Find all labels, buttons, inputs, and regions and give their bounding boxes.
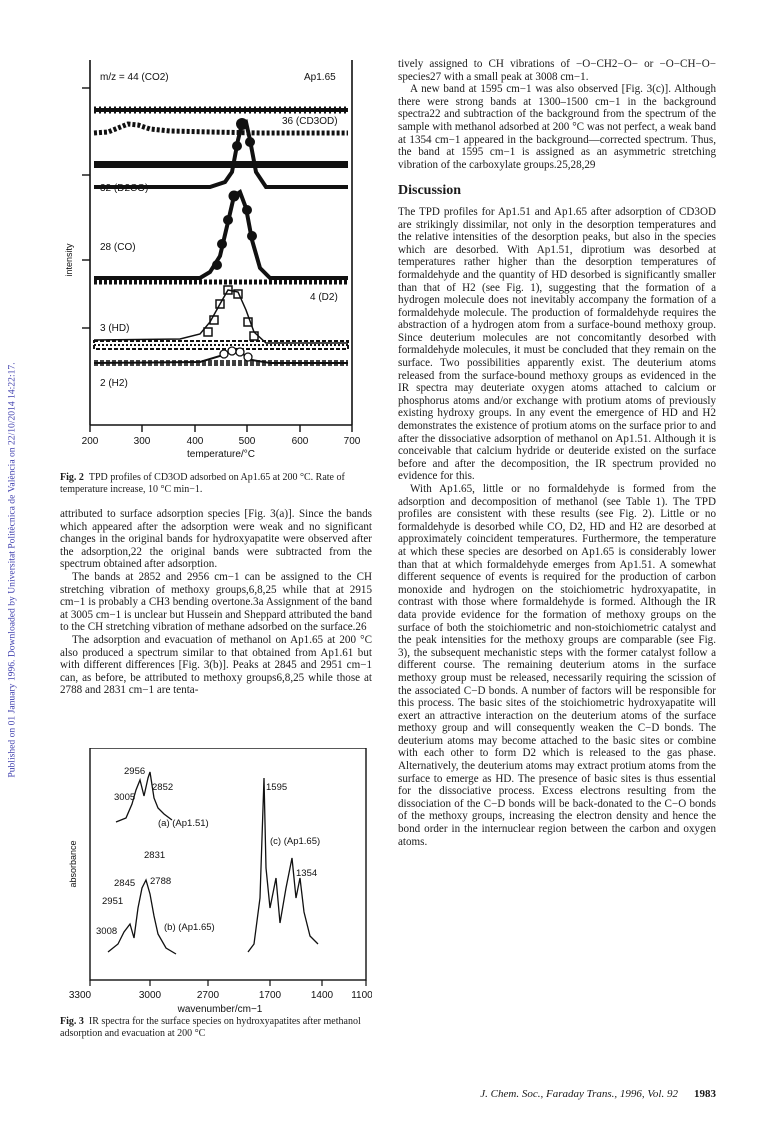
series-baseline-band <box>94 161 348 168</box>
download-notice: Published on 01 January 1996. Downloaded by Universitat Politècnica de València on 22/10/2014 14:22:17. <box>6 362 18 778</box>
label-co: 28 (CO) <box>100 242 136 253</box>
fig3-xlabel: wavenumber/cm−1 <box>177 1004 263 1015</box>
svg-text:500: 500 <box>238 436 256 447</box>
left-column-text: attributed to surface adsorption species [Fig. 3(a)]. Since the bands which appeared after the adsorption were weak and no significant changes in the original bands for hydroxyapatite were observed after the adsorption,22 the original bands were subtracted from the spectrum obtained after adsorption. The bands at 2852 and 2956 cm−1 can be assigned to the CH stretching vibration of methoxy groups,6,8,25 while that at 2915 cm−1 is probably a CH3 bending overtone.3a Assignment of the band at 3005 cm−1 is unclear but Hussein and Sheppard attributed the band to the CH stretching vibration of methane adsorbed on the surface.26 The adsorption and evacuation of methanol on Ap1.65 at 200 °C also produced a spectrum similar to that obtained from Ap1.61 but with different differences [Fig. 3(b)]. Peaks at 2845 and 2951 cm−1 can, as before, be attributed to methoxy groups6,8,25 while those at 2788 and 2831 cm−1 are tenta- <box>60 508 372 697</box>
peak-3008: 3008 <box>96 926 118 937</box>
fig3-caption: Fig. 3 IR spectra for the surface species on hydroxyapatites after methanol adsorption and evacuation at 200 °C <box>60 1016 361 1039</box>
fig3-ticklabels <box>69 990 372 1001</box>
fig2-ylabel: intensity <box>64 243 74 277</box>
fig3-ylabel: absorbance <box>68 840 78 888</box>
page-footer: J. Chem. Soc., Faraday Trans., 1996, Vol. 92 1983 <box>480 1088 716 1100</box>
label-c-ap165: (c) (Ap1.65) <box>270 836 321 847</box>
fig2-caption: Fig. 2 TPD profiles of CD3OD adsorbed on Ap1.65 at 200 °C. Rate of temperature increase, 10 °C min−1. <box>60 472 345 495</box>
label-b-ap165: (b) (Ap1.65) <box>164 922 215 933</box>
label-hd: 3 (HD) <box>100 323 130 334</box>
section-heading: Discussion <box>398 183 462 199</box>
svg-text:300: 300 <box>133 436 151 447</box>
series-hd <box>94 341 348 349</box>
peak-2788: 2788 <box>150 876 172 887</box>
fig2-ticklabels <box>82 436 361 447</box>
right-column-text: tively assigned to CH vibrations of −O−CH2−O− or −O−CH−O− species27 with a small peak at 3008 cm−1. A new band at 1595 cm−1 was also observed [Fig. 3(c)]. Although there were strong bands at 1300–1500 cm−1 in the background spectra22 and subtraction of the background from the spectrum of the sample with methanol adsorbed at 200 °C was not perfect, a weak band at 1354 cm−1 appeared in the background—corrected spectrum. Thus, the band at 1595 cm−1 is assigned as an asymmetric stretching vibration of the carboxylate groups.25,28,29 Discussion The TPD profiles for Ap1.51 and Ap1.65 after adsorption of CD3OD are strikingly dissimilar, not only in the desorption temperatures and the relative intensities of the desorption peaks, but also in the species which are desorbed. With Ap1.51, diprotium was desorbed at temperatures rather higher than the desorption temperatures of formaldehyde and the quantity of HD desorbed is significantly smaller than that of H2 (see Fig. 1), suggesting that the formation of a hydrogen molecule does not inevitably accompany the formation of a formaldehyde molecule. The production of formaldehyde requires the abstraction of a hydrogen atom from a surface-bound methoxy group. Since deuterium molecules are not concomitantly desorbed with formaldehyde molecules, it must be concluded that they remain on the surface. Two possibilities apparently exist. The deuterium atoms released from the surface-bound methoxy groups as evidenced in the IR spectra may deuteriate oxygen atoms attached to calcium or phosphorus atoms and/or exchange with protium atoms of previously existing hydroxy groups. In any event the emergence of HD and H2 demonstrates the existence of protium atoms on the surface prior to and after the dissociative adsorption of methanol on Ap1.51. Although it is conceivable that calcium hydride or deuteride existed on the surface before and after the decomposition, the IR spectrum provided no evidence for this. With Ap1.65, little or no formaldehyde is formed from the adsorption and decomposition of methanol (see Table 1). The TPD profiles are consistent with these results (see Fig. 2). Little or no formaldehyde is desorbed while CO, D2, HD and H2 are desorbed at approximately coincident temperatures. Furthermore, the temperature at which these species are desorbed on Ap1.65 is considerably lower than that at which formaldehyde emerges from Ap1.51. A somewhat different sequence of events is required for the production of carbon monoxide and hydrogen on the stoichiometric hydroxyapatite, in contrast with those where formaldehyde is formed. Although the IR data provide evidence for the formation of methoxy groups on the surface of both the stoichiometric and non-stoichiometric catalyst and the peak intensities for the methoxy groups are comparable (see Fig. 3), the subsequent mechanistic steps with the former catalyst follow a different course. The remaining deuterium atoms in the surface methoxy group must be released, necessarily requiring the scission of the associated C−D bonds. A number of factors will be responsible for this process. The basic sites of the stoichiometric hydroxyapatite will exert an attractive interaction on the deuterium atoms of the surface methoxy group and will consequently weaken the C−D bonds. The deuterium atoms may become attached to the basic sites or combine with each other to form D2 which is released to the gas phase. Alternatively, the deuterium atoms may extract protium atoms from the surface to emerge as HD. The presence of basic sites is thus essential for the dissociative process. Excess electrons resulting from the dissociation of the C−D bonds will be back-donated to the C−O bonds of the methoxy groups, increasing the electron density and hence the bond order in the internuclear region between the carbon and oxygen atoms. <box>398 58 716 848</box>
peak-3005: 3005 <box>114 792 136 803</box>
label-co2: m/z = 44 (CO2) <box>100 72 169 83</box>
label-d2co: 32 (D2CO) <box>100 183 149 194</box>
figure-2 <box>60 60 370 458</box>
figure-3 <box>60 748 372 1040</box>
ir-spectra <box>60 748 372 1040</box>
svg-text:700: 700 <box>343 436 361 447</box>
series-d2co <box>94 122 348 187</box>
peak-1595: 1595 <box>266 782 288 793</box>
label-h2: 2 (H2) <box>100 378 128 389</box>
svg-text:2700: 2700 <box>196 990 220 1001</box>
peak-2852: 2852 <box>152 782 174 793</box>
peak-2845: 2845 <box>114 878 136 889</box>
label-a-ap151: (a) (Ap1.51) <box>158 818 209 829</box>
svg-text:200: 200 <box>81 436 99 447</box>
svg-text:1400: 1400 <box>310 990 334 1001</box>
peak-2831: 2831 <box>144 850 166 861</box>
label-d2: 4 (D2) <box>310 292 338 303</box>
label-ap165: Ap1.65 <box>304 72 336 83</box>
label-cd3od: 36 (CD3OD) <box>282 116 338 127</box>
peak-2951: 2951 <box>102 896 124 907</box>
svg-text:400: 400 <box>186 436 204 447</box>
svg-text:1700: 1700 <box>258 990 282 1001</box>
spectrum-c <box>248 778 321 952</box>
svg-text:1100: 1100 <box>351 990 372 1001</box>
svg-text:3000: 3000 <box>138 990 162 1001</box>
spectrum-b <box>108 880 176 954</box>
fig2-xlabel: temperature/°C <box>187 449 255 458</box>
peak-1354: 1354 <box>296 868 318 879</box>
svg-text:600: 600 <box>291 436 309 447</box>
tpd-chart <box>60 60 370 458</box>
peak-2956: 2956 <box>124 766 146 777</box>
svg-text:3300: 3300 <box>68 990 92 1001</box>
